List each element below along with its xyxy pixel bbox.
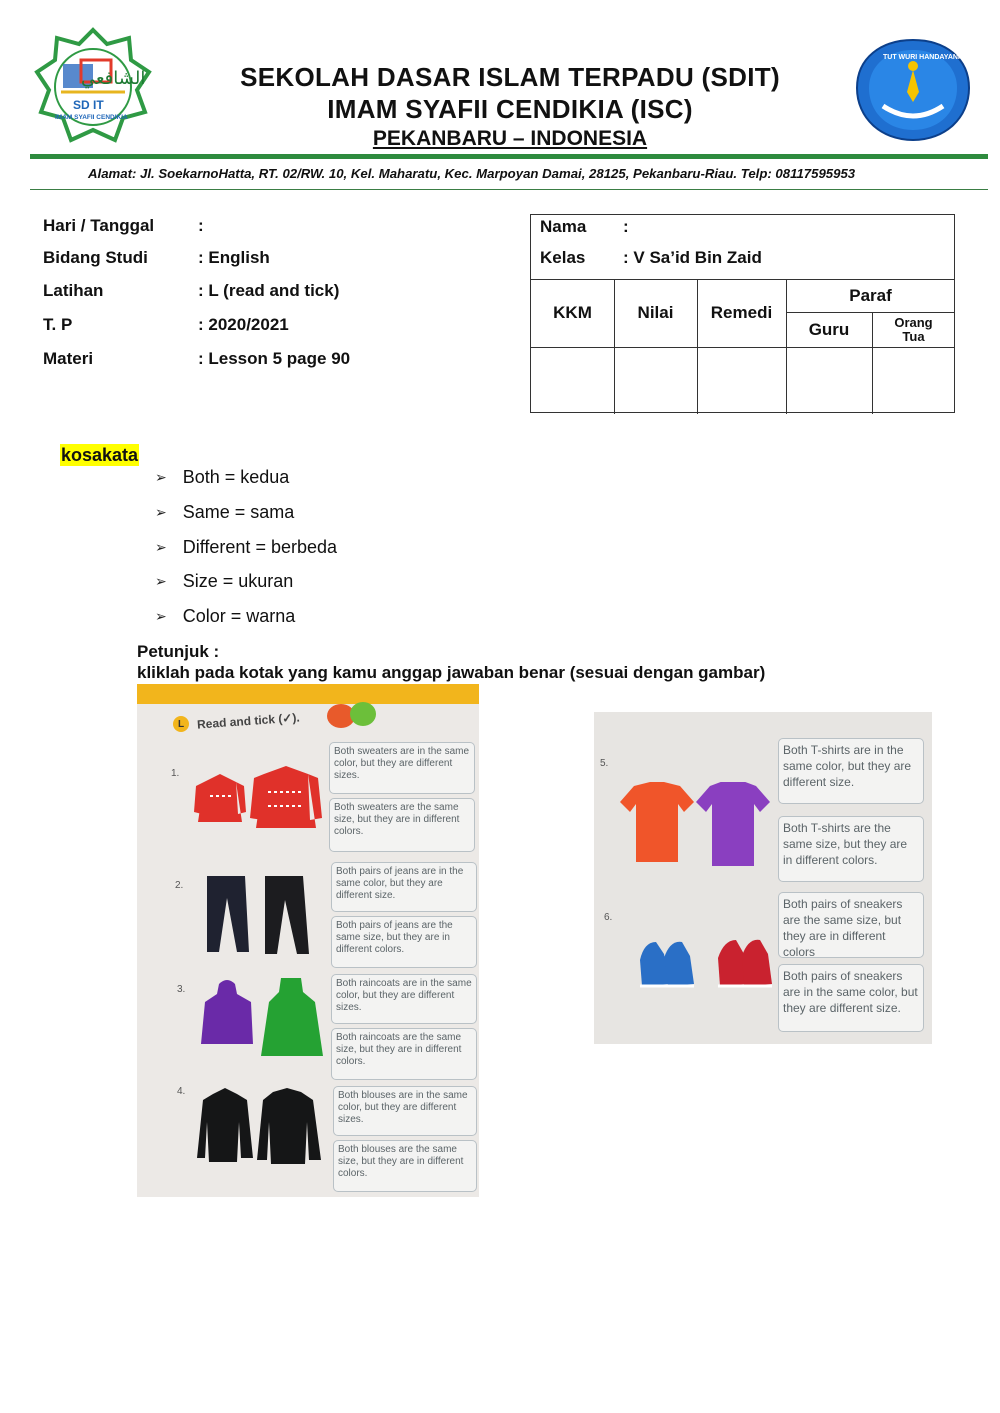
nama-value[interactable]: : <box>623 217 629 236</box>
logo-sdit-text: SD IT <box>73 98 104 112</box>
info-label-hari-tanggal: Hari / Tanggal <box>43 216 155 235</box>
school-location: PEKANBARU – INDONESIA <box>372 127 648 150</box>
remedi-header: Remedi <box>710 303 773 322</box>
info-label-latihan: Latihan <box>43 281 104 300</box>
arrow-bullet-icon: ➢ <box>155 573 167 589</box>
header-divider-thick <box>30 154 988 159</box>
info-label-tp: T. P <box>43 315 73 334</box>
kelas-value: : V Sa’id Bin Zaid <box>623 248 762 267</box>
info-value-bidang-studi: : English <box>198 248 270 267</box>
remedi-cell[interactable] <box>697 347 786 413</box>
vocab-title: kosakata <box>61 445 139 465</box>
answer-option-2a[interactable]: Both pairs of jeans are in the same color, but they are different size. <box>331 862 477 912</box>
arrow-bullet-icon: ➢ <box>155 608 167 624</box>
answer-option-3a[interactable]: Both raincoats are in the same color, but they are different sizes. <box>331 974 477 1024</box>
jeans-image <box>203 876 313 956</box>
kelas-label: Kelas <box>540 248 586 267</box>
question-number: 3. <box>177 984 186 995</box>
arrow-bullet-icon: ➢ <box>155 504 167 520</box>
logo-school-subtext: IMAM SYAFII CENDIKIA <box>55 114 128 121</box>
info-value-tp: : 2020/2021 <box>198 315 289 334</box>
school-address: Alamat: Jl. SoekarnoHatta, RT. 02/RW. 10, Kel. Maharatu, Kec. Marpoyan Damai, 28125, Pekanbaru-Riau. Telp: 08117595953 <box>88 166 856 181</box>
school-name-line1: SEKOLAH DASAR ISLAM TERPADU (SDIT) <box>240 62 780 92</box>
answer-option-6a[interactable]: Both pairs of sneakers are the same size, but they are in different colors <box>778 892 924 958</box>
raincoats-image <box>197 978 327 1060</box>
arrow-bullet-icon: ➢ <box>155 539 167 555</box>
question-number: 2. <box>175 880 184 891</box>
blouses-image <box>195 1088 325 1168</box>
answer-option-3b[interactable]: Both raincoats are the same size, but they are in different colors. <box>331 1028 477 1080</box>
question-number: 4. <box>177 1086 186 1097</box>
instructions-title: Petunjuk : <box>137 642 220 661</box>
tshirts-image <box>620 782 770 872</box>
answer-option-4a[interactable]: Both blouses are in the same color, but they are different sizes. <box>333 1086 477 1136</box>
question-number: 5. <box>600 758 609 769</box>
ministry-logo <box>853 36 973 144</box>
vocab-item: ➢ Same = sama <box>155 502 295 522</box>
answer-option-2b[interactable]: Both pairs of jeans are the same size, but they are in different colors. <box>331 916 477 968</box>
info-label-materi: Materi <box>43 349 94 368</box>
kkm-cell[interactable] <box>531 347 614 413</box>
vocab-item: ➢ Color = warna <box>155 606 296 626</box>
question-number: 6. <box>604 912 613 923</box>
ministry-logo-text: TUT WURI HANDAYANI <box>883 54 960 61</box>
vocab-item: ➢ Different = berbeda <box>155 537 338 557</box>
answer-option-5a[interactable]: Both T-shirts are in the same color, but they are different size. <box>778 738 924 804</box>
sneakers-image <box>634 934 784 994</box>
vocab-item: ➢ Size = ukuran <box>155 571 294 591</box>
exercise-heading: Read and tick (✓). <box>196 710 301 732</box>
info-label-bidang-studi: Bidang Studi <box>43 248 148 267</box>
exercise-photo-left <box>137 684 479 1197</box>
answer-option-1a[interactable]: Both sweaters are in the same color, but they are different sizes. <box>329 742 475 794</box>
school-logo <box>33 26 153 148</box>
orang-tua-header: Orang Tua <box>894 314 933 344</box>
exercise-photo-right <box>594 712 932 1044</box>
score-table <box>530 214 955 413</box>
info-value-latihan: : L (read and tick) <box>198 281 340 300</box>
sweaters-image <box>192 762 322 832</box>
nilai-cell[interactable] <box>614 347 697 413</box>
vocab-item: ➢ Both = kedua <box>155 467 290 487</box>
instructions-text: kliklah pada kotak yang kamu anggap jawaban benar (sesuai dengan gambar) <box>137 663 766 682</box>
info-value-hari-tanggal: : <box>198 216 204 235</box>
books-icon <box>325 696 381 730</box>
paraf-header: Paraf <box>849 285 892 305</box>
nilai-header: Nilai <box>637 303 674 322</box>
arrow-bullet-icon: ➢ <box>155 469 167 485</box>
answer-option-5b[interactable]: Both T-shirts are the same size, but they are in different colors. <box>778 816 924 882</box>
orang-tua-cell[interactable] <box>872 347 955 413</box>
header-divider-thin <box>30 189 988 190</box>
nama-label: Nama <box>540 217 587 236</box>
heading-letter-badge: L <box>173 716 189 732</box>
answer-option-6b[interactable]: Both pairs of sneakers are in the same color, but they are different size. <box>778 964 924 1032</box>
answer-option-1b[interactable]: Both sweaters are the same size, but they are in different colors. <box>329 798 475 852</box>
kkm-header: KKM <box>553 303 592 322</box>
logo-arabic-text: الشافعي <box>81 68 146 89</box>
school-name-line2: IMAM SYAFII CENDIKIA (ISC) <box>327 94 693 124</box>
guru-cell[interactable] <box>786 347 872 413</box>
info-value-materi: : Lesson 5 page 90 <box>198 349 351 368</box>
question-number: 1. <box>171 768 180 779</box>
guru-header: Guru <box>808 319 850 339</box>
answer-option-4b[interactable]: Both blouses are the same size, but they are in different colors. <box>333 1140 477 1192</box>
